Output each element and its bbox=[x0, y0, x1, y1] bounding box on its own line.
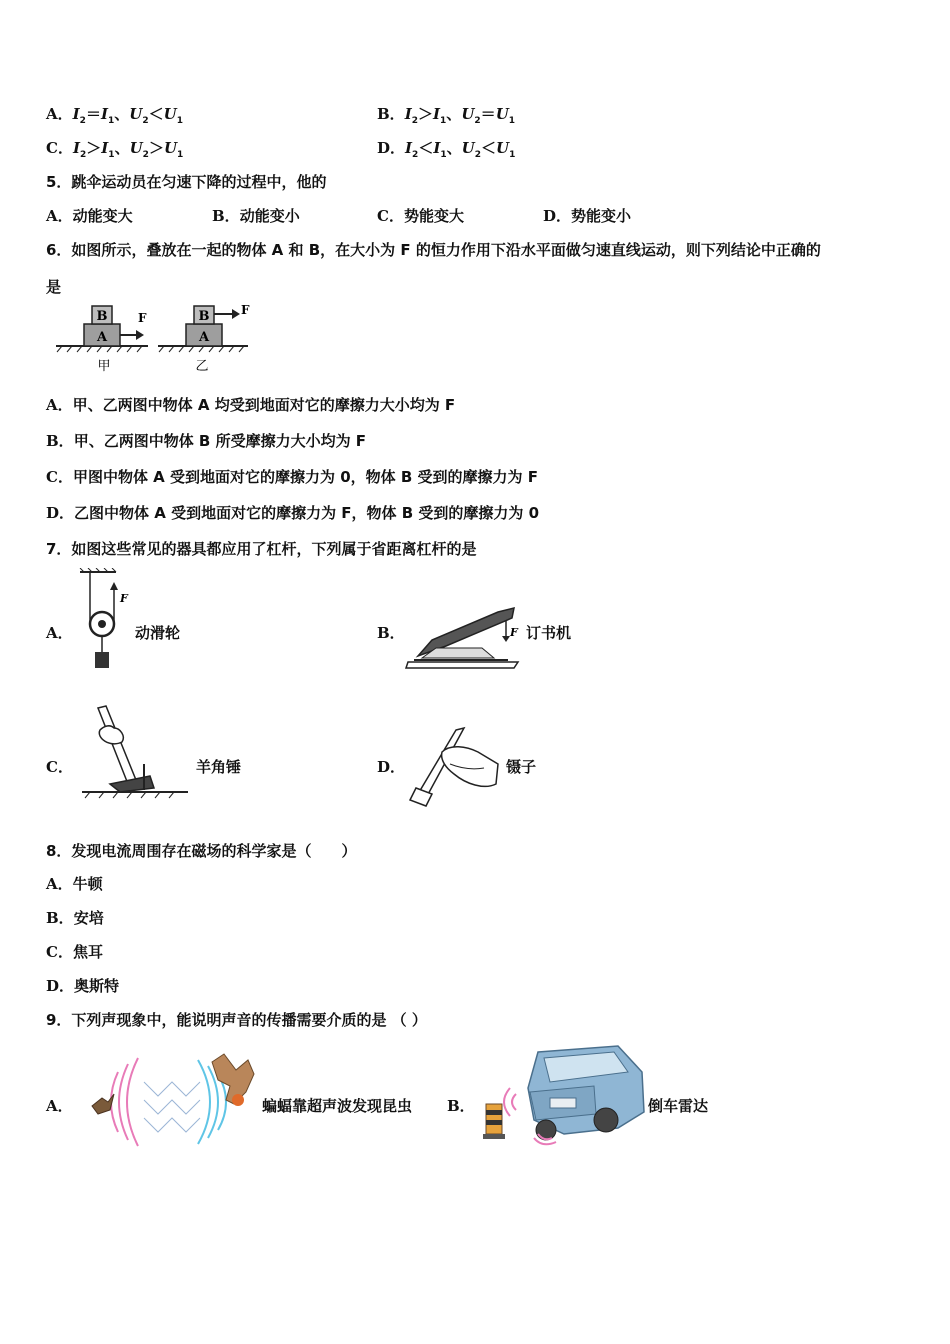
force-arrow-icon bbox=[232, 309, 240, 319]
q8-option-c: C．焦耳 bbox=[46, 943, 103, 961]
q7-option-c-label: C． bbox=[46, 758, 73, 776]
weight-icon bbox=[95, 652, 109, 668]
q9-option-a-text: 蝙蝠靠超声波发现昆虫 bbox=[262, 1097, 413, 1115]
q6-stem-line2: 是 bbox=[46, 278, 62, 296]
traffic-cone-icon bbox=[486, 1104, 502, 1134]
block-a-label: A bbox=[198, 330, 210, 345]
q6-option-c: C．甲图中物体 A 受到地面对它的摩擦力为 0，物体 B 受到的摩擦力为 F bbox=[46, 468, 539, 486]
license-plate bbox=[550, 1098, 576, 1108]
claw-hammer-figure bbox=[80, 704, 192, 806]
q6-option-d: D．乙图中物体 A 受到地面对它的摩擦力为 F，物体 B 受到的摩擦力为 0 bbox=[46, 504, 540, 522]
q4-option-a: A．$I_2=I_1$、$U_2<U_1$ bbox=[46, 105, 183, 126]
car-wheel-icon bbox=[594, 1108, 618, 1132]
block-b-label: B bbox=[96, 309, 108, 324]
figure-yi bbox=[158, 303, 250, 374]
q6-option-b: B．甲、乙两图中物体 B 所受摩擦力大小均为 F bbox=[46, 432, 367, 450]
q5-option-b: B．动能变小 bbox=[212, 207, 300, 225]
pulley-force-label: F bbox=[120, 592, 128, 605]
hammer-handle-icon bbox=[98, 706, 136, 784]
tweezers-figure bbox=[406, 724, 502, 808]
q7-option-d-text: 镊子 bbox=[506, 758, 537, 776]
caption-jia: 甲 bbox=[97, 359, 111, 374]
stapler-figure bbox=[402, 600, 526, 672]
q4-option-d: D．$I_2<I_1$、$U_2<U_1$ bbox=[377, 139, 516, 160]
bat-echolocation-figure bbox=[88, 1052, 260, 1150]
q9-option-b-text: 倒车雷达 bbox=[648, 1097, 709, 1115]
q7-option-a-label: A． bbox=[46, 624, 73, 642]
block-a-label: A bbox=[96, 330, 108, 345]
q7-option-b-text: 订书机 bbox=[526, 624, 572, 642]
q9-option-a-label: A． bbox=[46, 1097, 73, 1115]
q6-stem-line1: 6．如图所示，叠放在一起的物体 A 和 B，在大小为 F 的恒力作用下沿水平面做匀速直线运动，则下列结论中正确的 bbox=[46, 241, 821, 259]
q7-option-b-label: B． bbox=[377, 624, 405, 642]
block-b-label: B bbox=[198, 309, 210, 324]
q8-option-b: B．安培 bbox=[46, 909, 104, 927]
caption-yi: 乙 bbox=[195, 359, 209, 374]
force-arrow-icon bbox=[136, 330, 144, 340]
q7-option-d-label: D． bbox=[377, 758, 406, 776]
figure-jia bbox=[56, 306, 148, 374]
q7-option-a-text: 动滑轮 bbox=[135, 624, 181, 642]
reversing-radar-figure bbox=[478, 1042, 646, 1152]
q8-option-d: D．奥斯特 bbox=[46, 977, 120, 995]
force-label: F bbox=[241, 303, 250, 317]
q8-option-a: A．牛顿 bbox=[46, 875, 103, 893]
q5-option-c: C．势能变大 bbox=[377, 207, 464, 225]
hand-icon bbox=[442, 747, 498, 787]
q6-figure bbox=[52, 298, 262, 378]
q5-option-a: A．动能变大 bbox=[46, 207, 133, 225]
q4-option-b: B．$I_2>I_1$、$U_2=U_1$ bbox=[377, 105, 516, 126]
q7-option-c-text: 羊角锤 bbox=[196, 758, 242, 776]
force-label: F bbox=[138, 311, 147, 325]
pulley-figure bbox=[76, 568, 136, 674]
q4-option-c: C．$I_2>I_1$、$U_2>U_1$ bbox=[46, 139, 184, 160]
car-wheel-icon bbox=[536, 1120, 556, 1140]
q6-option-a: A．甲、乙两图中物体 A 均受到地面对它的摩擦力大小均为 F bbox=[46, 396, 456, 414]
stapler-force-label: F bbox=[510, 626, 518, 639]
q9-stem: 9．下列声现象中，能说明声音的传播需要介质的是 （ ） bbox=[46, 1011, 427, 1029]
q5-option-d: D．势能变小 bbox=[543, 207, 632, 225]
q7-stem: 7．如图这些常见的器具都应用了杠杆，下列属于省距离杠杆的是 bbox=[46, 540, 477, 558]
q8-stem: 8．发现电流周围存在磁场的科学家是（ ） bbox=[46, 842, 357, 860]
q9-option-b-label: B． bbox=[447, 1097, 475, 1115]
hand-icon bbox=[99, 726, 123, 744]
q5-stem: 5．跳伞运动员在匀速下降的过程中，他的 bbox=[46, 173, 327, 191]
